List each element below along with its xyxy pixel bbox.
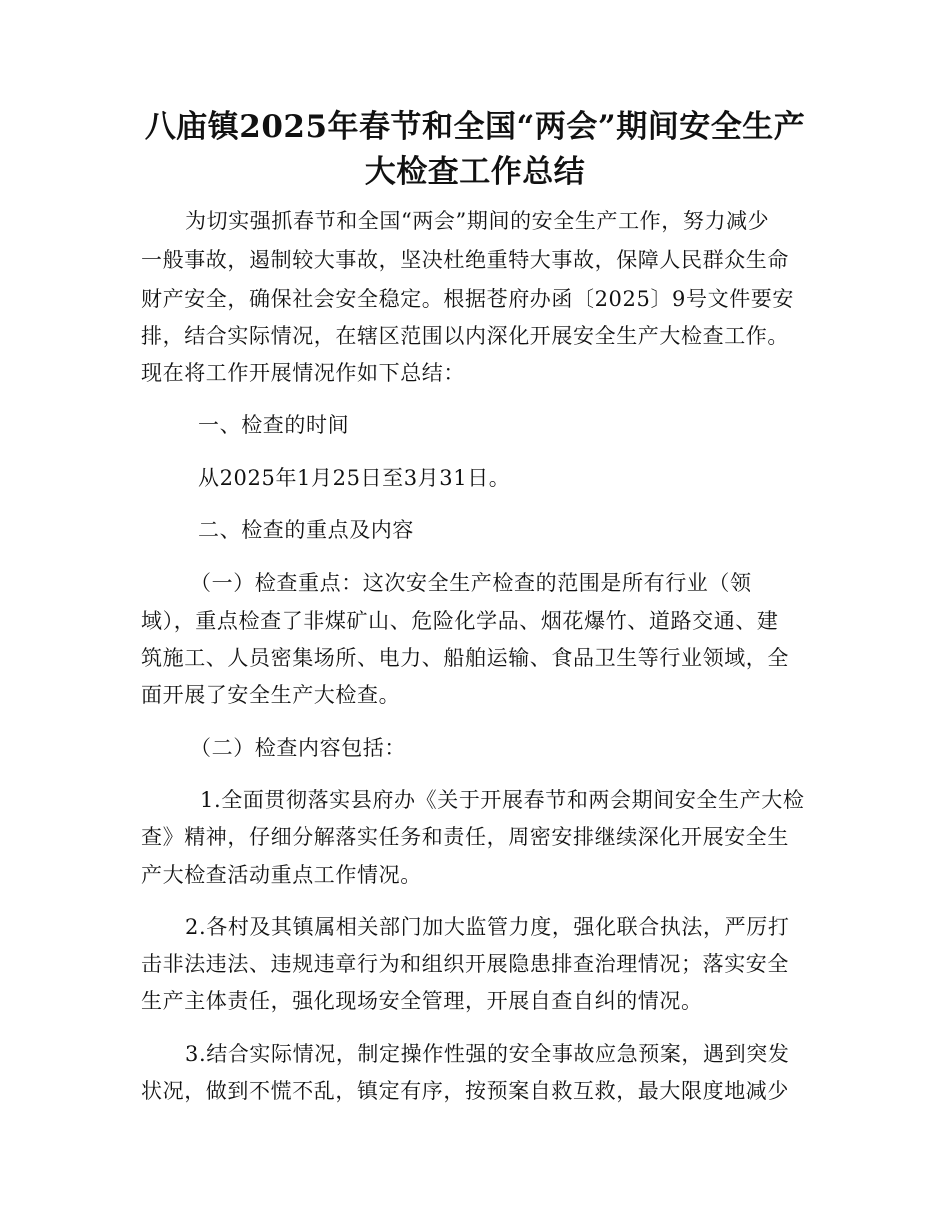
focus-line-3: 筑施工、人员密集场所、电力、船舶运输、食品卫生等行业领域，全 [141, 646, 789, 670]
document-title-line-1: 八庙镇2025年春节和全国“两会”期间安全生产 [144, 109, 806, 145]
focus-line-4: 面开展了安全生产大检查。 [141, 683, 401, 707]
item-3-line-2: 状况，做到不慌不乱，镇定有序，按预案自救互救，最大限度地减少 [141, 1079, 789, 1103]
item-2-line-2: 击非法违法、违规违章行为和组织开展隐患排查治理情况；落实安全 [141, 952, 789, 976]
intro-line-5: 现在将工作开展情况作如下总结： [141, 361, 465, 385]
section-2-heading: 二、检查的重点及内容 [198, 518, 414, 542]
intro-line-1: 为切实强抓春节和全国“两会”期间的安全生产工作，努力减少 [185, 209, 770, 233]
document-title-line-2: 大检查工作总结 [364, 154, 586, 190]
item-2-line-1: 2.各村及其镇属相关部门加大监管力度，强化联合执法，严厉打 [185, 915, 790, 939]
intro-line-3: 财产安全，确保社会安全稳定。根据苍府办函〔2025〕9号文件要安 [141, 287, 795, 311]
intro-line-2: 一般事故，遏制较大事故，坚决杜绝重特大事故，保障人民群众生命 [141, 248, 789, 272]
item-3-line-1: 3.结合实际情况，制定操作性强的安全事故应急预案，遇到突发 [185, 1042, 790, 1066]
item-1-line-2: 查》精神，仔细分解落实任务和责任，周密安排继续深化开展安全生 [141, 825, 789, 849]
intro-line-4: 排，结合实际情况，在辖区范围以内深化开展安全生产大检查工作。 [141, 324, 789, 348]
focus-line-2: 域），重点检查了非煤矿山、危险化学品、烟花爆竹、道路交通、建 [141, 609, 779, 633]
focus-line-1: （一）检查重点：这次安全生产检查的范围是所有行业（领 [190, 571, 752, 595]
section-1-text: 从2025年1月25日至3月31日。 [198, 466, 511, 490]
item-2-line-3: 生产主体责任，强化现场安全管理，开展自查自纠的情况。 [141, 989, 703, 1013]
content-heading: （二）检查内容包括： [190, 736, 406, 760]
section-1-heading: 一、检查的时间 [198, 413, 350, 437]
item-1-line-3: 产大检查活动重点工作情况。 [141, 863, 422, 887]
item-1-line-1: 1.全面贯彻落实县府办《关于开展春节和两会期间安全生产大检 [200, 788, 805, 812]
